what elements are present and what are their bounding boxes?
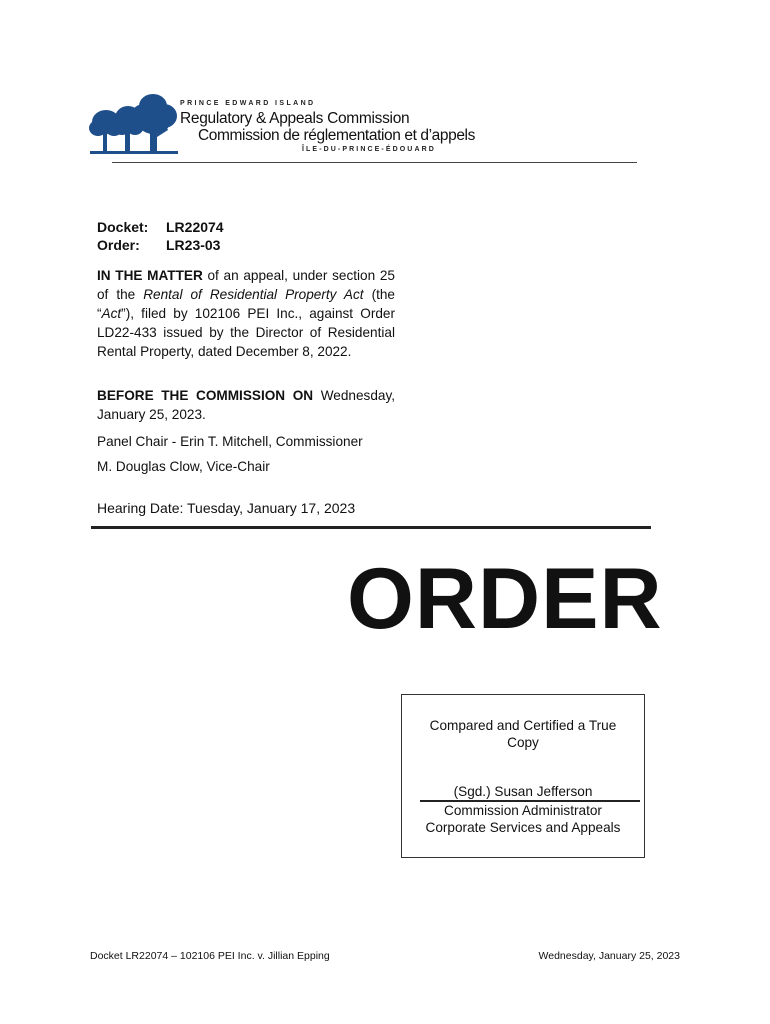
certification-title: Compared and Certified a True Copy xyxy=(429,718,617,750)
act-title: Rental of Residential Property Act xyxy=(143,287,364,302)
letterhead-province-en: PRINCE EDWARD ISLAND xyxy=(180,100,316,107)
before-paragraph xyxy=(97,386,395,424)
order-number xyxy=(97,237,220,253)
letterhead-province-fr: ÎLE-DU-PRINCE-ÉDOUARD xyxy=(302,146,436,153)
before-lead: BEFORE THE COMMISSION ON xyxy=(97,388,314,403)
matter-lead: IN THE MATTER xyxy=(97,268,203,283)
letterhead-divider xyxy=(112,162,637,163)
section-divider xyxy=(91,526,651,529)
panel-chair: Panel Chair - Erin T. Mitchell, Commissioner xyxy=(97,434,363,449)
certification-box xyxy=(401,694,645,858)
matter-text-3: ”), filed by 102106 PEI Inc., against Order LD22-433 issued by the Director of Residential Rental Property, dated December 8, 2022. xyxy=(97,306,395,359)
letterhead-name-fr: Commission de réglementation et d’appels xyxy=(198,127,475,144)
matter-paragraph xyxy=(97,266,395,361)
before-date: Wednesday, January 25, 2023. xyxy=(97,388,396,422)
commission-logo-icon xyxy=(88,92,180,158)
certification-position: Commission Administrator xyxy=(444,803,602,818)
matter-text-1: of an appeal, under section 25 of the xyxy=(97,268,395,302)
order-title: ORDER xyxy=(347,551,663,647)
matter-text-2: (the “ xyxy=(97,287,395,321)
act-short-title: Act xyxy=(101,306,122,321)
footer-case-title: Docket LR22074 – 102106 PEI Inc. v. Jillian Epping xyxy=(90,950,330,962)
letterhead-name-en: Regulatory & Appeals Commission xyxy=(180,110,410,127)
footer-date: Wednesday, January 25, 2023 xyxy=(538,950,680,962)
docket-label: Docket: xyxy=(97,219,149,235)
order-label: Order: xyxy=(97,237,140,253)
docket-number xyxy=(97,219,224,235)
hearing-date: Hearing Date: Tuesday, January 17, 2023 xyxy=(97,500,356,516)
order-value: LR23-03 xyxy=(166,237,221,253)
certification-signature: (Sgd.) Susan Jefferson xyxy=(453,784,593,799)
certification-department: Corporate Services and Appeals xyxy=(425,820,621,835)
vice-chair: M. Douglas Clow, Vice-Chair xyxy=(97,459,270,474)
docket-value: LR22074 xyxy=(166,219,224,235)
